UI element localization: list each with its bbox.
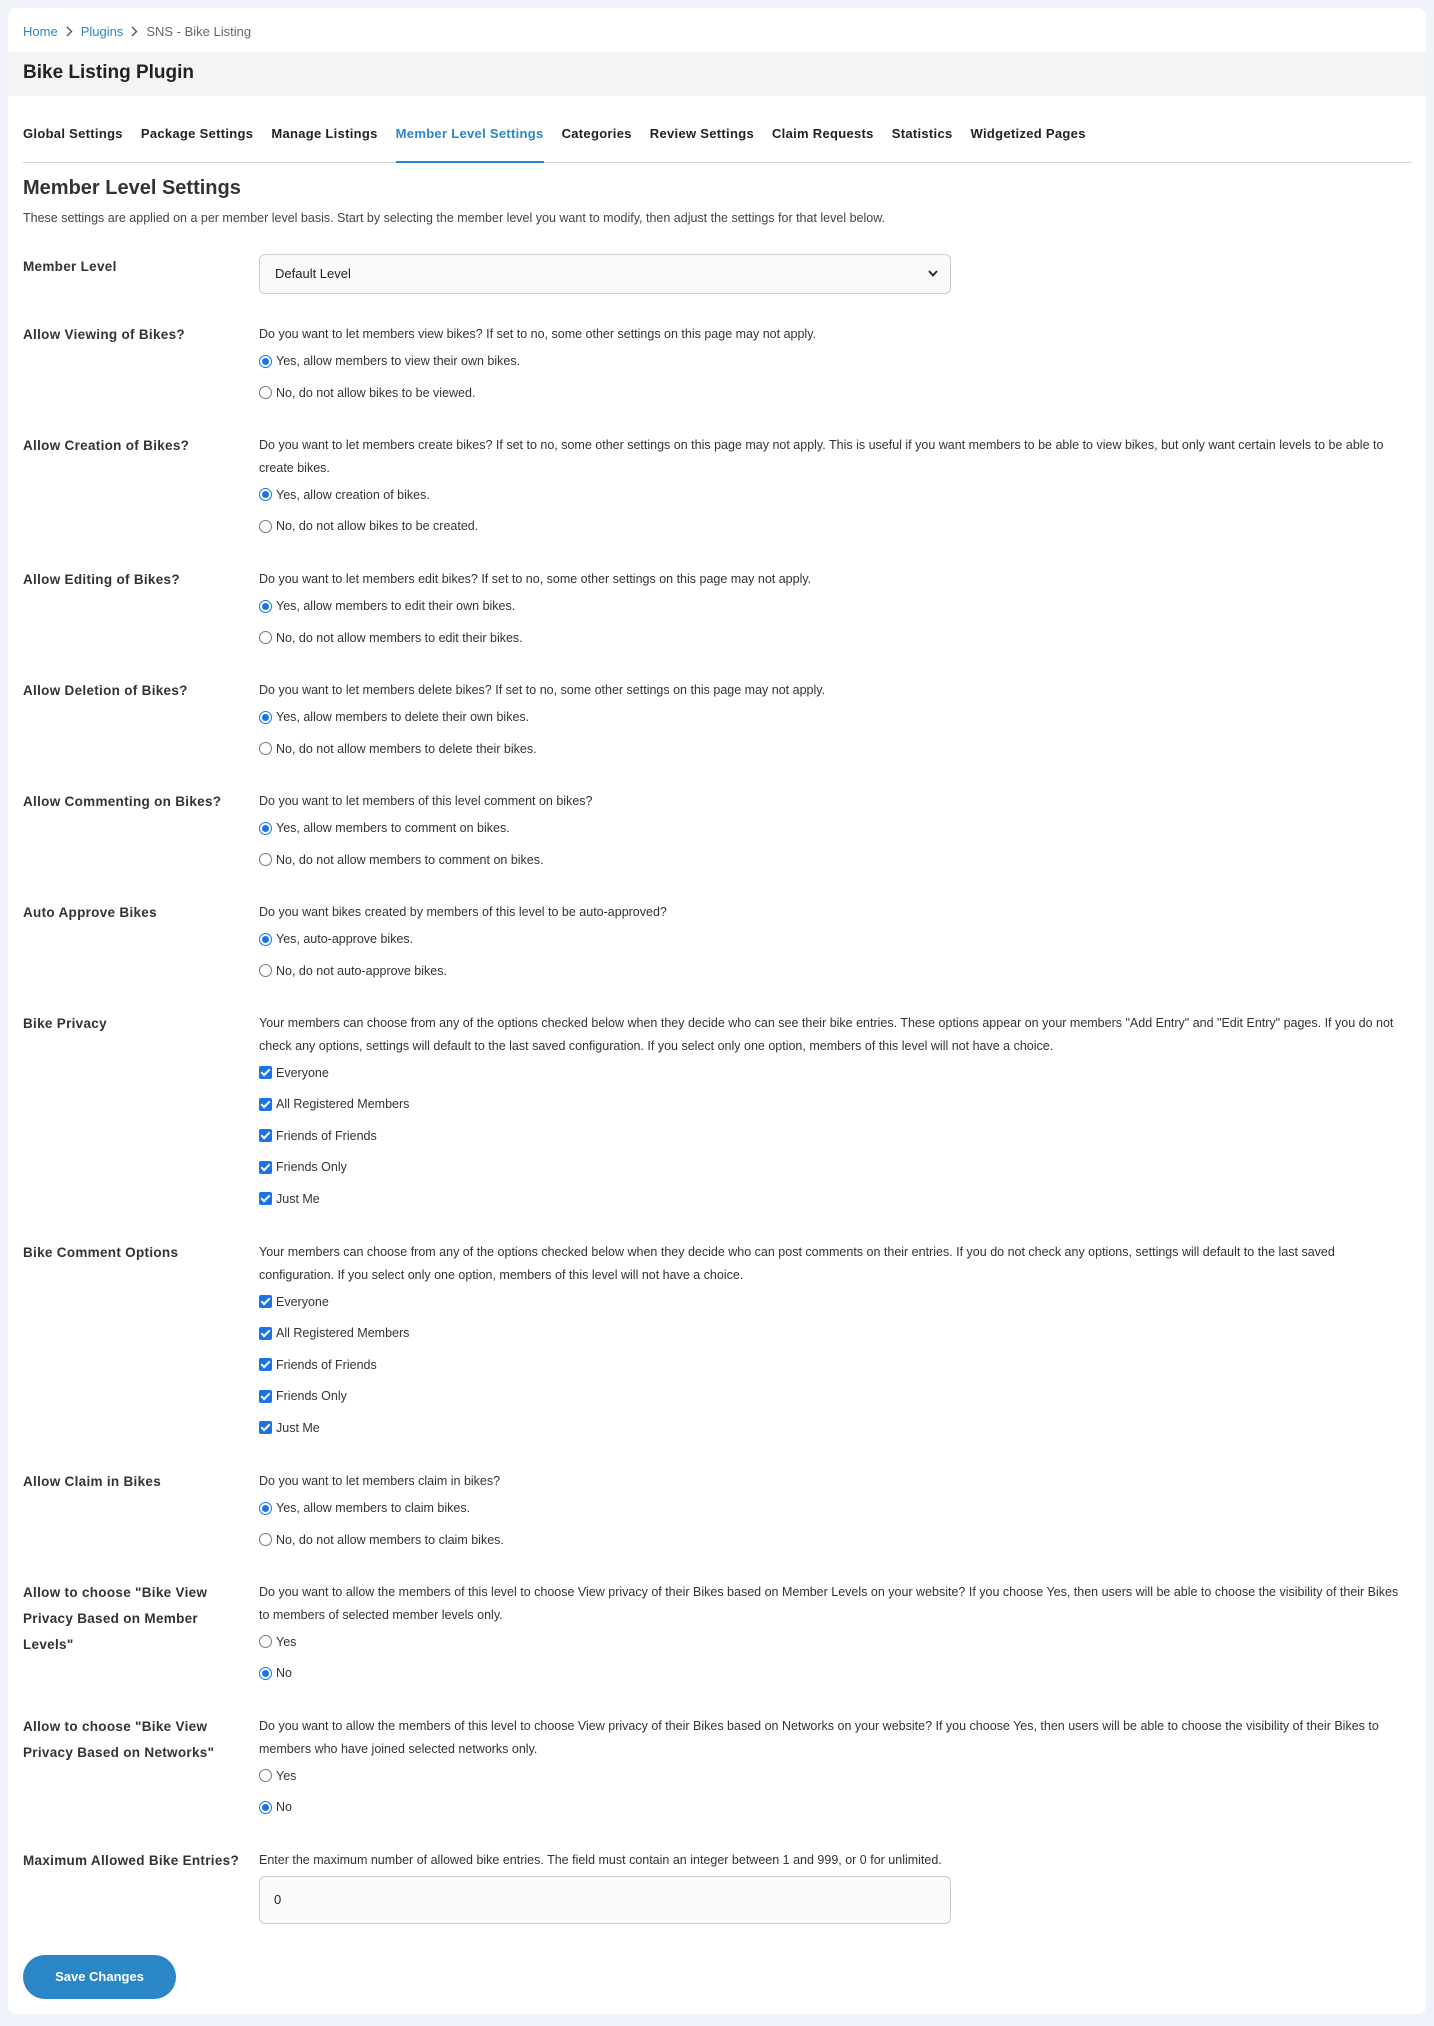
setting-label: Allow Commenting on Bikes?	[23, 794, 222, 809]
option-label: Friends Only	[276, 1160, 347, 1175]
checkbox-checked-icon[interactable]	[259, 1327, 272, 1340]
option-yes[interactable]	[259, 702, 1411, 734]
setting-description: Do you want to allow the members of this level to choose View privacy of their Bikes based on Networks on your website? If you choose Yes, then users will be able to choose the visibility of their Bikes to members who have joined selected networks only.	[259, 1719, 1379, 1756]
option-label: No, do not allow bikes to be created.	[276, 519, 479, 534]
option-label: No, do not auto-approve bikes.	[276, 963, 447, 978]
option-label: Yes, allow members to claim bikes.	[276, 1501, 471, 1516]
setting-label: Maximum Allowed Bike Entries?	[23, 1853, 239, 1868]
comment-option-everyone[interactable]	[259, 1286, 1411, 1318]
radio-selected-icon[interactable]	[259, 1667, 272, 1680]
privacy-option-friends-of-friends[interactable]	[259, 1120, 1411, 1152]
max-entries-input[interactable]: 0	[259, 1876, 951, 1924]
option-label: All Registered Members	[276, 1097, 410, 1112]
option-yes[interactable]	[259, 479, 1411, 511]
checkbox-checked-icon[interactable]	[259, 1161, 272, 1174]
option-label: Just Me	[276, 1191, 320, 1206]
setting-description: Enter the maximum number of allowed bike entries. The field must contain an integer between 1 and 999, or 0 for unlimited.	[259, 1853, 942, 1867]
radio-icon[interactable]	[259, 1635, 272, 1648]
tab-statistics[interactable]: Statistics	[891, 126, 953, 141]
tab-review-settings[interactable]: Review Settings	[649, 126, 754, 141]
privacy-option-everyone[interactable]	[259, 1057, 1411, 1089]
comment-option-registered[interactable]	[259, 1318, 1411, 1350]
section-description: These settings are applied on a per member level basis. Start by selecting the member level you want to modify, then adjust the settings for that level below.	[23, 211, 886, 225]
option-label: No	[276, 1800, 292, 1815]
tab-categories[interactable]: Categories	[561, 126, 632, 141]
radio-icon[interactable]	[259, 631, 272, 644]
checkbox-checked-icon[interactable]	[259, 1421, 272, 1434]
radio-selected-icon[interactable]	[259, 1801, 272, 1814]
option-yes[interactable]	[259, 346, 1411, 378]
option-label: Friends Only	[276, 1389, 347, 1404]
section-title: Member Level Settings	[23, 177, 241, 199]
radio-icon[interactable]	[259, 386, 272, 399]
checkbox-checked-icon[interactable]	[259, 1098, 272, 1111]
option-yes[interactable]	[259, 1493, 1411, 1525]
option-yes[interactable]	[259, 813, 1411, 845]
privacy-option-just-me[interactable]	[259, 1183, 1411, 1215]
tab-package-settings[interactable]: Package Settings	[140, 126, 254, 141]
option-no[interactable]	[259, 511, 1411, 543]
setting-label: Allow Viewing of Bikes?	[23, 327, 185, 342]
option-label: No, do not allow members to delete their bikes.	[276, 741, 537, 756]
option-label: No, do not allow bikes to be viewed.	[276, 385, 476, 400]
breadcrumb	[23, 24, 251, 39]
option-label: Friends of Friends	[276, 1128, 377, 1143]
tab-manage-listings[interactable]: Manage Listings	[271, 126, 378, 141]
radio-icon[interactable]	[259, 964, 272, 977]
option-label: Just Me	[276, 1420, 320, 1435]
option-label: All Registered Members	[276, 1326, 410, 1341]
option-no[interactable]	[259, 1524, 1411, 1556]
option-no[interactable]	[259, 733, 1411, 765]
radio-icon[interactable]	[259, 1769, 272, 1782]
tab-member-level-settings[interactable]: Member Level Settings	[396, 118, 544, 163]
option-no[interactable]	[259, 955, 1411, 987]
option-label: Yes, allow creation of bikes.	[276, 487, 430, 502]
radio-icon[interactable]	[259, 742, 272, 755]
radio-icon[interactable]	[259, 520, 272, 533]
option-label: Yes, allow members to edit their own bikes.	[276, 599, 516, 614]
setting-description: Your members can choose from any of the options checked below when they decide who can see their bike entries. These options appear on your members "Add Entry" and "Edit Entry" pages. If you do not check any options, settings will default to the last saved configuration. If you select only one option, members of this level will not have a choice.	[259, 1016, 1394, 1053]
radio-icon[interactable]	[259, 1533, 272, 1546]
option-yes[interactable]	[259, 1626, 1411, 1658]
setting-description: Do you want to let members create bikes? If set to no, some other settings on this page may not apply. This is useful if you want members to be able to view bikes, but only want certain levels to be able to create bikes.	[259, 438, 1384, 475]
option-label: Yes	[276, 1634, 297, 1649]
radio-selected-icon[interactable]	[259, 488, 272, 501]
chevron-right-icon	[66, 26, 73, 37]
setting-label: Allow to choose "Bike View Privacy Based on Member Levels"	[23, 1585, 208, 1652]
option-no[interactable]	[259, 1792, 1411, 1824]
option-no[interactable]	[259, 1658, 1411, 1690]
setting-description: Do you want to let members of this level comment on bikes?	[259, 794, 593, 808]
option-yes[interactable]	[259, 591, 1411, 623]
tab-claim-requests[interactable]: Claim Requests	[771, 126, 874, 141]
option-label: No, do not allow members to comment on bikes.	[276, 852, 544, 867]
setting-label: Bike Comment Options	[23, 1245, 179, 1260]
checkbox-checked-icon[interactable]	[259, 1129, 272, 1142]
radio-selected-icon[interactable]	[259, 1502, 272, 1515]
comment-option-just-me[interactable]	[259, 1412, 1411, 1444]
option-label: Friends of Friends	[276, 1357, 377, 1372]
option-label: Yes, allow members to comment on bikes.	[276, 821, 510, 836]
member-level-selected: Default Level	[275, 266, 351, 281]
option-no[interactable]	[259, 377, 1411, 409]
setting-label: Auto Approve Bikes	[23, 905, 157, 920]
setting-description: Do you want bikes created by members of this level to be auto-approved?	[259, 905, 667, 919]
comment-option-friends-of-friends[interactable]	[259, 1349, 1411, 1381]
setting-label: Bike Privacy	[23, 1016, 107, 1031]
option-label: No	[276, 1666, 292, 1681]
option-label: Yes, allow members to view their own bikes.	[276, 354, 521, 369]
setting-description: Do you want to allow the members of this level to choose View privacy of their Bikes based on Member Levels on your website? If you choose Yes, then users will be able to choose the visibility of their Bikes to members of selected member levels only.	[259, 1585, 1399, 1622]
privacy-option-friends-only[interactable]	[259, 1152, 1411, 1184]
option-label: Yes, allow members to delete their own bikes.	[276, 710, 530, 725]
member-level-select[interactable]	[259, 254, 951, 294]
radio-selected-icon[interactable]	[259, 600, 272, 613]
tab-bar	[23, 118, 1411, 163]
member-level-label: Member Level	[23, 259, 117, 274]
breadcrumb-current: SNS - Bike Listing	[146, 24, 252, 39]
setting-label: Allow to choose "Bike View Privacy Based on Networks"	[23, 1719, 215, 1760]
radio-selected-icon[interactable]	[259, 355, 272, 368]
setting-description: Do you want to let members delete bikes? If set to no, some other settings on this page may not apply.	[259, 683, 826, 697]
setting-description: Do you want to let members view bikes? If set to no, some other settings on this page may not apply.	[259, 327, 816, 341]
chevron-down-icon	[928, 255, 938, 308]
option-label: Everyone	[276, 1065, 329, 1080]
setting-description: Do you want to let members claim in bikes?	[259, 1474, 501, 1488]
setting-description: Your members can choose from any of the options checked below when they decide who can post comments on their entries. If you do not check any options, settings will default to the last saved configuration. If you select only one option, members of this level will not have a choice.	[259, 1245, 1335, 1282]
comment-option-friends-only[interactable]	[259, 1381, 1411, 1413]
option-yes[interactable]	[259, 1760, 1411, 1792]
checkbox-checked-icon[interactable]	[259, 1358, 272, 1371]
save-changes-button[interactable]: Save Changes	[23, 1955, 176, 1999]
breadcrumb-plugins-link[interactable]: Plugins	[80, 24, 124, 39]
setting-label: Allow Editing of Bikes?	[23, 572, 180, 587]
page-title: Bike Listing Plugin	[23, 62, 195, 83]
option-label: No, do not allow members to claim bikes.	[276, 1532, 504, 1547]
member-level-row	[23, 254, 1411, 298]
radio-selected-icon[interactable]	[259, 711, 272, 724]
option-no[interactable]	[259, 844, 1411, 876]
setting-label: Allow Claim in Bikes	[23, 1474, 162, 1489]
privacy-option-registered[interactable]	[259, 1089, 1411, 1121]
radio-selected-icon[interactable]	[259, 822, 272, 835]
checkbox-checked-icon[interactable]	[259, 1295, 272, 1308]
checkbox-checked-icon[interactable]	[259, 1192, 272, 1205]
option-label: No, do not allow members to edit their bikes.	[276, 630, 523, 645]
radio-selected-icon[interactable]	[259, 933, 272, 946]
setting-label: Allow Creation of Bikes?	[23, 438, 190, 453]
checkbox-checked-icon[interactable]	[259, 1390, 272, 1403]
setting-label: Allow Deletion of Bikes?	[23, 683, 188, 698]
checkbox-checked-icon[interactable]	[259, 1066, 272, 1079]
option-no[interactable]	[259, 622, 1411, 654]
option-yes[interactable]	[259, 924, 1411, 956]
option-label: Yes, auto-approve bikes.	[276, 932, 414, 947]
tab-global-settings[interactable]: Global Settings	[23, 126, 123, 141]
setting-description: Do you want to let members edit bikes? If set to no, some other settings on this page may not apply.	[259, 572, 812, 586]
chevron-right-icon	[131, 26, 138, 37]
option-label: Everyone	[276, 1294, 329, 1309]
title-bar	[8, 52, 1426, 96]
option-label: Yes	[276, 1768, 297, 1783]
radio-icon[interactable]	[259, 853, 272, 866]
tab-widgetized-pages[interactable]: Widgetized Pages	[970, 126, 1086, 141]
breadcrumb-home-link[interactable]: Home	[23, 24, 58, 39]
